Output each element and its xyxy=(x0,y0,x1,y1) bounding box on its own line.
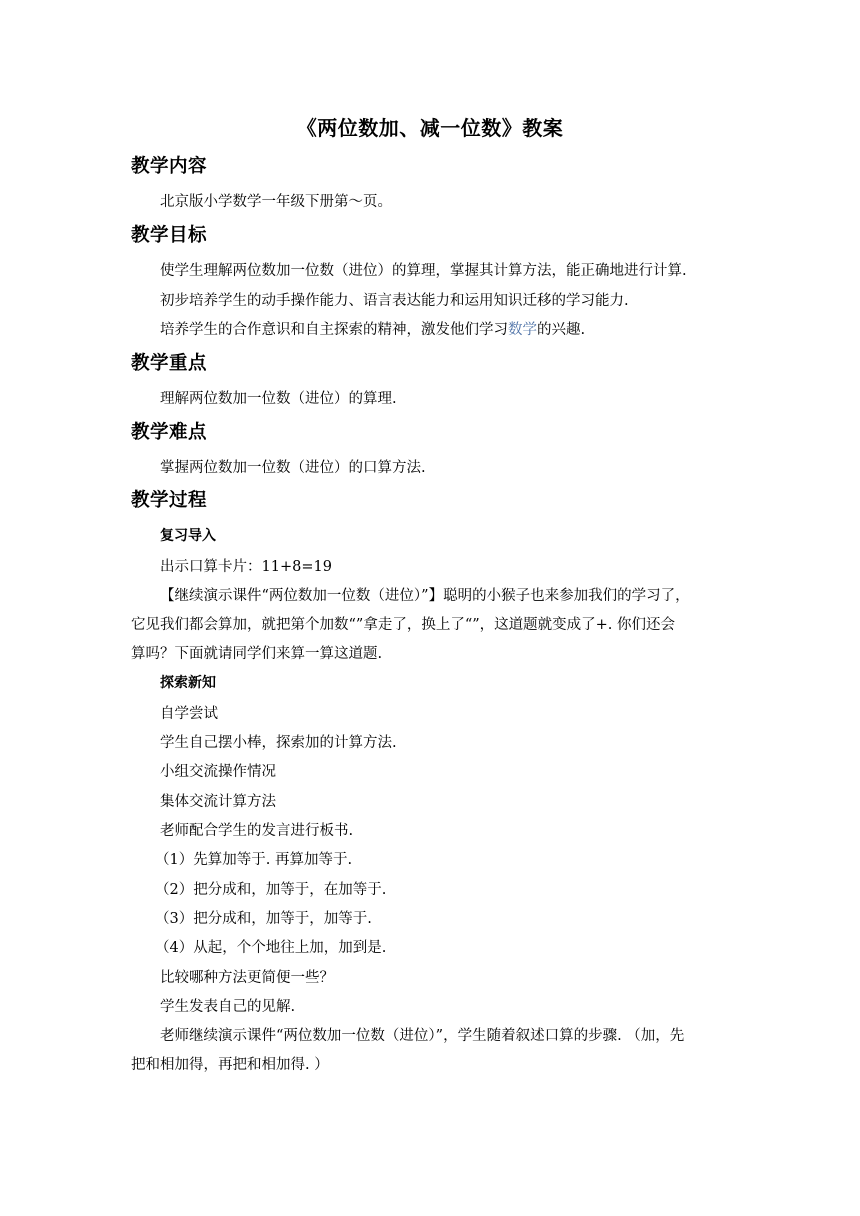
math-link[interactable]: 数学 xyxy=(508,322,537,338)
explore-line-8: （3）把分成和，加等于，加等于. xyxy=(155,911,372,927)
heading-process: 教学过程 xyxy=(131,490,208,511)
para1-line2: 它见我们都会算加，就把第个加数“”拿走了，换上了“”，这道题就变成了+. 你们还会 xyxy=(131,617,676,633)
goal-item-2: 初步培养学生的动手操作能力、语言表达能力和运用知识迁移的学习能力. xyxy=(160,293,629,309)
explore-line-1: 自学尝试 xyxy=(160,706,218,722)
explore-line-11: 学生发表自己的见解. xyxy=(160,999,296,1015)
heading-content: 教学内容 xyxy=(131,156,208,177)
goal-item-3-text: 培养学生的合作意识和自主探索的精神，激发他们学习 xyxy=(160,322,508,338)
content-text: 北京版小学数学一年级下册第～页。 xyxy=(160,194,392,210)
heading-goals: 教学目标 xyxy=(131,225,208,246)
heading-focus: 教学重点 xyxy=(131,353,208,374)
document-title: 《两位数加、减一位数》教案 xyxy=(296,116,564,140)
para2-line1: 老师继续演示课件“两位数加一位数（进位）”，学生随着叙述口算的步骤. （加，先 xyxy=(160,1028,685,1044)
explore-line-5: 老师配合学生的发言进行板书. xyxy=(160,823,354,839)
review-card: 出示口算卡片：11+8=19 xyxy=(160,559,332,575)
para2-line2: 把和相加得，再把和相加得. ） xyxy=(131,1057,329,1073)
explore-line-9: （4）从起，个个地往上加，加到是. xyxy=(155,940,387,956)
explore-line-3: 小组交流操作情况 xyxy=(160,764,276,780)
goal-item-3-end: 的兴趣. xyxy=(537,322,586,338)
explore-line-2: 学生自己摆小棒，探索加的计算方法. xyxy=(160,735,397,751)
para1-line1: 【继续演示课件“两位数加一位数（进位）”】聪明的小猴子也来参加我们的学习了， xyxy=(160,588,690,604)
subheading-explore: 探索新知 xyxy=(160,675,216,691)
heading-difficulty: 教学难点 xyxy=(131,422,208,443)
difficulty-text: 掌握两位数加一位数（进位）的口算方法. xyxy=(160,460,426,476)
goal-item-3 xyxy=(160,318,585,339)
subheading-review: 复习导入 xyxy=(160,528,216,544)
explore-line-4: 集体交流计算方法 xyxy=(160,794,276,810)
goal-item-1: 使学生理解两位数加一位数（进位）的算理，掌握其计算方法，能正确地进行计算. xyxy=(160,263,687,279)
explore-line-7: （2）把分成和，加等于，在加等于. xyxy=(155,882,387,898)
explore-line-10: 比较哪种方法更简便一些？ xyxy=(160,970,334,986)
explore-line-6: （1）先算加等于. 再算加等于. xyxy=(155,852,353,868)
para1-line3: 算吗？下面就请同学们来算一算这道题. xyxy=(131,646,383,662)
focus-text: 理解两位数加一位数（进位）的算理. xyxy=(160,391,397,407)
